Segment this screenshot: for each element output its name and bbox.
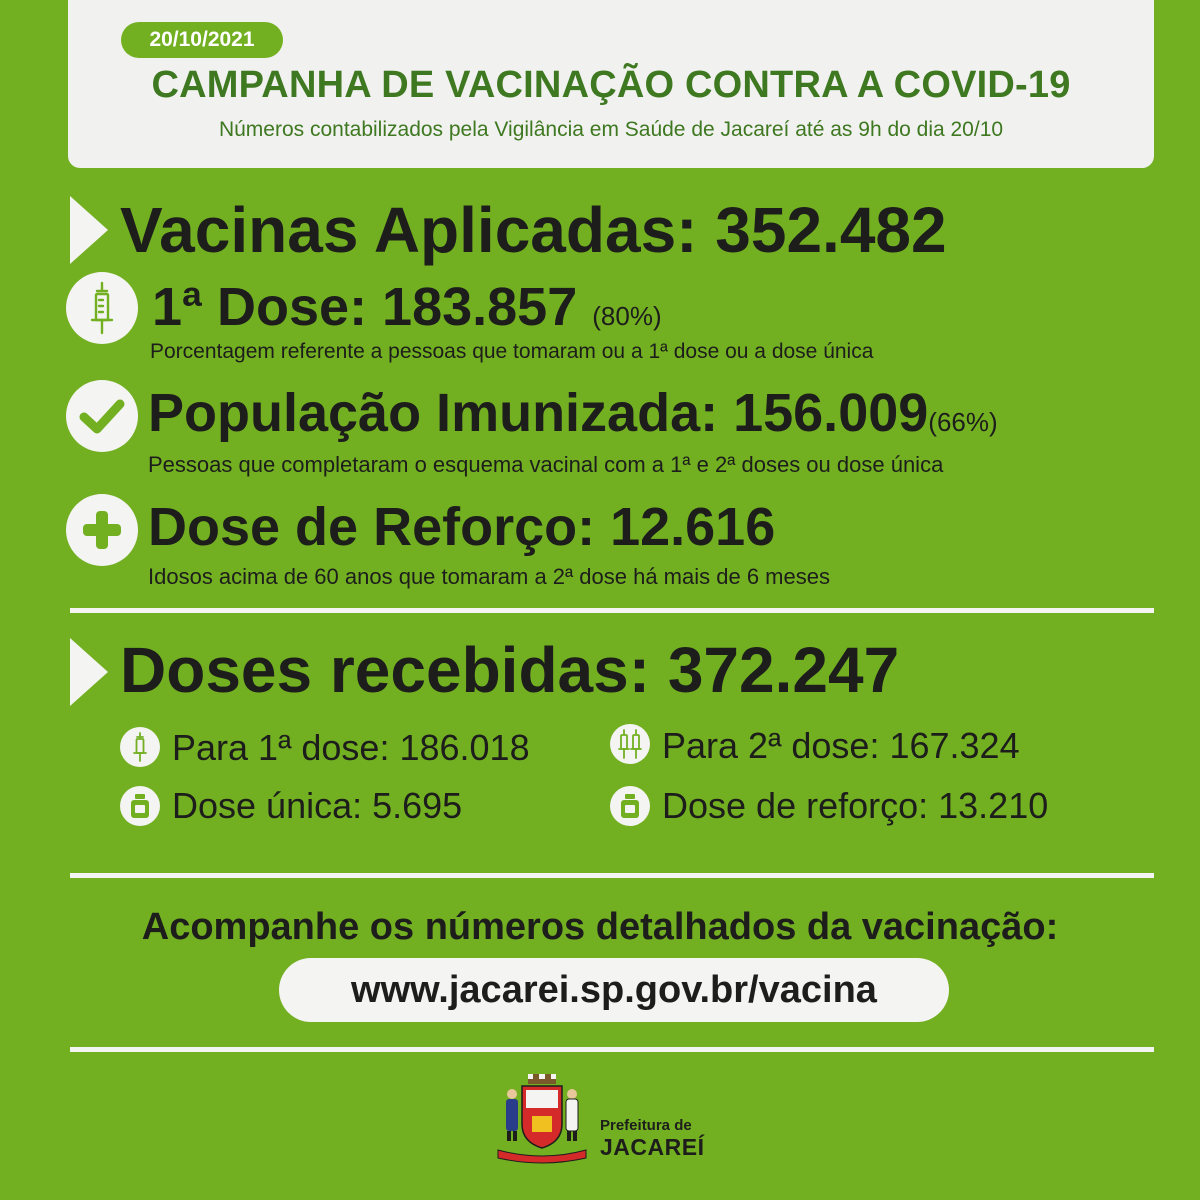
vaccines-applied-total: Vacinas Aplicadas: 352.482	[120, 194, 947, 266]
vial-icon	[129, 793, 151, 819]
prefecture-label: Prefeitura de	[600, 1117, 692, 1134]
first-dose-value: 1ª Dose: 183.857	[152, 277, 578, 337]
vaccine-url-link[interactable]: www.jacarei.sp.gov.br/vacina	[279, 958, 949, 1022]
immunized-percent: (66%)	[928, 407, 998, 437]
immunized-value: População Imunizada: 156.009	[148, 383, 929, 443]
immunized-badge	[66, 380, 138, 452]
second-dose-received: Para 2ª dose: 167.324	[662, 725, 1020, 766]
vial-icon	[619, 793, 641, 819]
immunized-note: Pessoas que completaram o esquema vacinal com a 1ª e 2ª doses ou dose única	[148, 452, 944, 477]
jacarei-coat-of-arms-icon	[494, 1072, 590, 1164]
booster-value: Dose de Reforço: 12.616	[148, 497, 776, 557]
follow-numbers-text: Acompanhe os números detalhados da vacinação:	[141, 906, 1059, 948]
syringe-icon	[132, 732, 148, 762]
single-dose-received-badge	[120, 786, 160, 826]
first-dose-stat	[152, 276, 662, 347]
second-dose-received-badge	[610, 724, 650, 764]
section-arrow-icon	[70, 196, 108, 264]
first-dose-badge	[66, 272, 138, 344]
booster-badge	[66, 494, 138, 566]
first-dose-received: Para 1ª dose: 186.018	[172, 727, 530, 768]
campaign-subtitle: Números contabilizados pela Vigilância em Saúde de Jacareí até as 9h do dia 20/10	[218, 118, 1004, 141]
doses-received-total: Doses recebidas: 372.247	[120, 634, 900, 706]
section-divider	[70, 608, 1154, 613]
two-syringes-icon	[616, 729, 644, 759]
section-arrow-icon	[70, 638, 108, 706]
section-divider	[70, 873, 1154, 878]
booster-received-badge	[610, 786, 650, 826]
city-label: JACAREÍ	[600, 1134, 705, 1160]
first-dose-percent: (80%)	[592, 301, 662, 331]
date-badge: 20/10/2021	[121, 22, 283, 58]
booster-note: Idosos acima de 60 anos que tomaram a 2ª dose há mais de 6 meses	[148, 564, 830, 589]
booster-received: Dose de reforço: 13.210	[662, 785, 1049, 826]
plus-icon	[81, 509, 123, 551]
campaign-title: CAMPANHA DE VACINAÇÃO CONTRA A COVID-19	[151, 64, 1071, 106]
section-divider	[70, 1047, 1154, 1052]
checkmark-icon	[79, 396, 125, 436]
single-dose-received: Dose única: 5.695	[172, 785, 463, 826]
immunized-stat	[148, 382, 998, 453]
first-dose-note: Porcentagem referente a pessoas que tomaram ou a 1ª dose ou a dose única	[150, 340, 874, 363]
syringe-icon	[87, 281, 117, 335]
first-dose-received-badge	[120, 727, 160, 767]
